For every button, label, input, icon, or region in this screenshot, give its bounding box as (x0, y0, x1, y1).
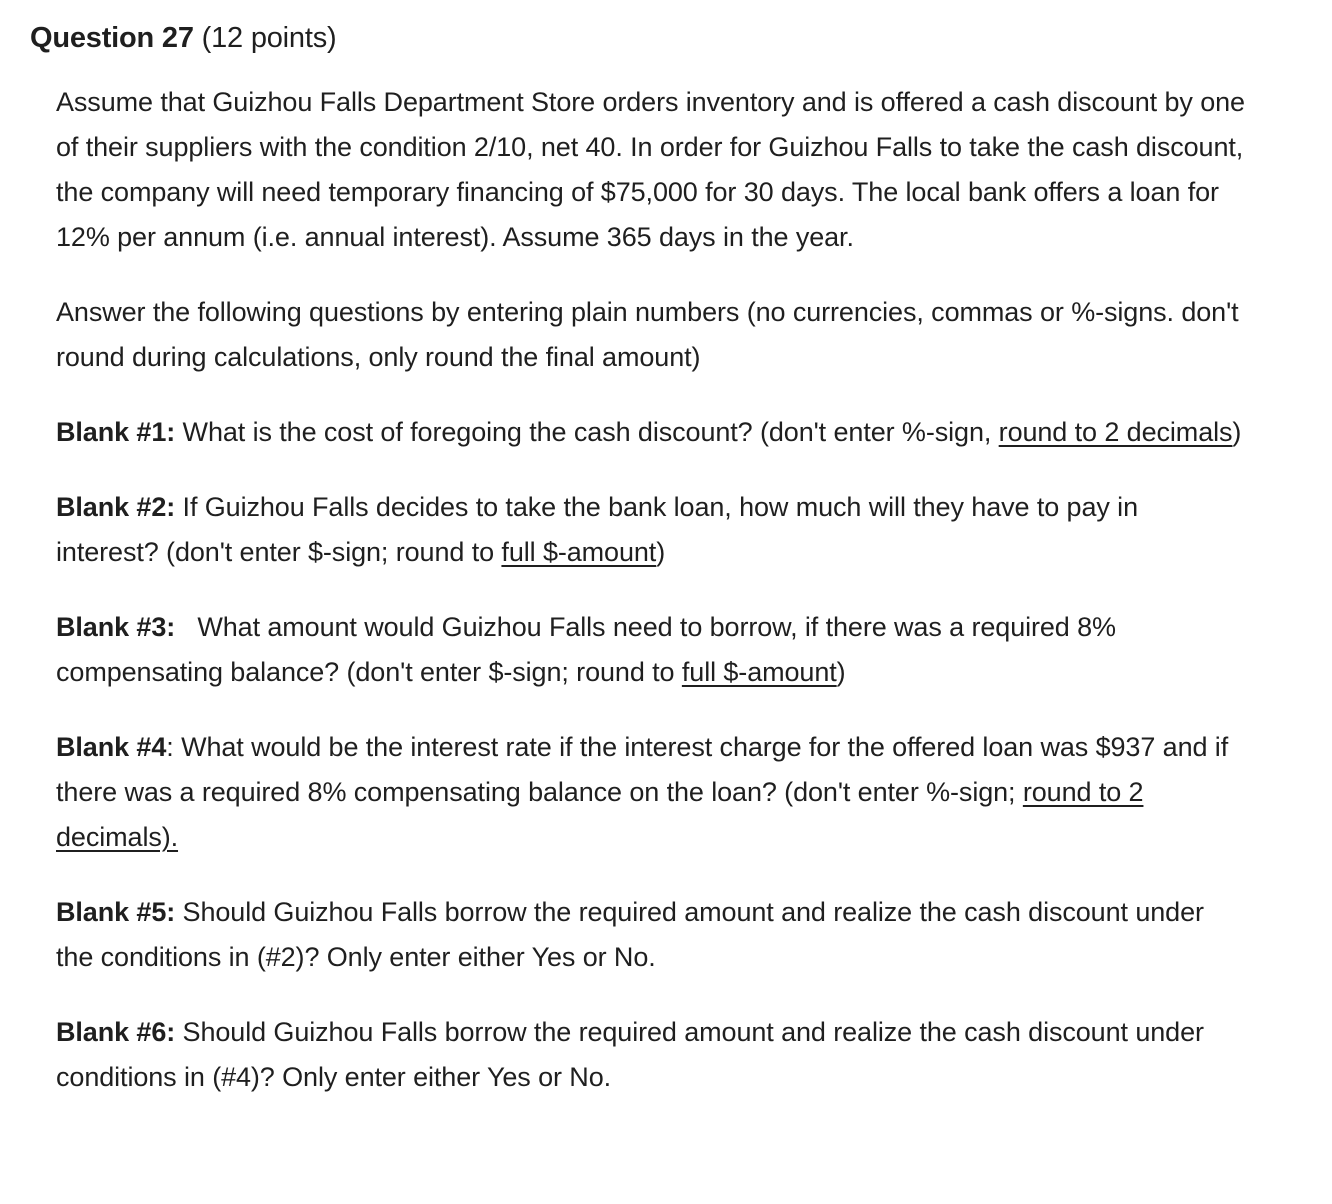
question-header (30, 18, 336, 58)
blank-2-text: If Guizhou Falls decides to take the bank loan, how much will they have to pay in interest? (don't enter $-sign; round to (56, 492, 1138, 567)
question-instructions-paragraph: Answer the following questions by entering plain numbers (no currencies, commas or %-signs. don't round during calculations, only round the final amount) (56, 297, 1239, 372)
blank-1-text: What is the cost of foregoing the cash discount? (don't enter %-sign, (175, 417, 999, 447)
question-body (56, 80, 1246, 1100)
question-title: Question 27 (30, 22, 194, 54)
blank-1-underlined-text: round to 2 decimals (998, 417, 1233, 447)
blank-2-label: Blank #2: (56, 492, 176, 522)
blank-6-label: Blank #6: (56, 1017, 176, 1047)
blank-6-question (56, 1010, 1246, 1100)
blank-1-label: Blank #1: (56, 417, 176, 447)
blank-4-question (56, 725, 1246, 860)
blank-5-text: Should Guizhou Falls borrow the required amount and realize the cash discount under the conditions in (#2)? Only enter either Yes or No. (56, 897, 1204, 972)
blank-3-label: Blank #3: (56, 612, 176, 642)
blank-1-question (56, 410, 1246, 455)
blank-5-label: Blank #5: (56, 897, 176, 927)
blank-4-label: Blank #4 (56, 732, 167, 762)
blank-3-text: What amount would Guizhou Falls need to borrow, if there was a required 8% compensating balance? (don't enter $-sign; round to (56, 612, 1124, 687)
blank-3-tail: ) (836, 657, 846, 687)
blank-1-tail: ) (1232, 417, 1242, 447)
question-points: (12 points) (201, 22, 337, 54)
blank-2-tail: ) (656, 537, 666, 567)
blank-3-underlined-text: full $-amount (681, 657, 837, 687)
blank-5-question (56, 890, 1246, 980)
blank-3-question (56, 605, 1246, 695)
blank-4-text: : What would be the interest rate if the interest charge for the offered loan was $937 and if there was a required 8% compensating balance on the loan? (don't enter %-sign; (56, 732, 1229, 807)
blank-4-underlined-text: round to 2 decimals). (56, 777, 1144, 852)
question-intro-paragraph: Assume that Guizhou Falls Department Store orders inventory and is offered a cash discount by one of their suppliers with the condition 2/10, net 40. In order for Guizhou Falls to take the cash discount, the company will need temporary financing of $75,000 for 30 days. The local bank offers a loan for 12% per annum (i.e. annual interest). Assume 365 days in the year. (56, 87, 1245, 252)
blank-2-underlined-text: full $-amount (501, 537, 657, 567)
blank-6-text: Should Guizhou Falls borrow the required amount and realize the cash discount under conditions in (#4)? Only enter either Yes or No. (56, 1017, 1204, 1092)
blank-2-question (56, 485, 1246, 575)
